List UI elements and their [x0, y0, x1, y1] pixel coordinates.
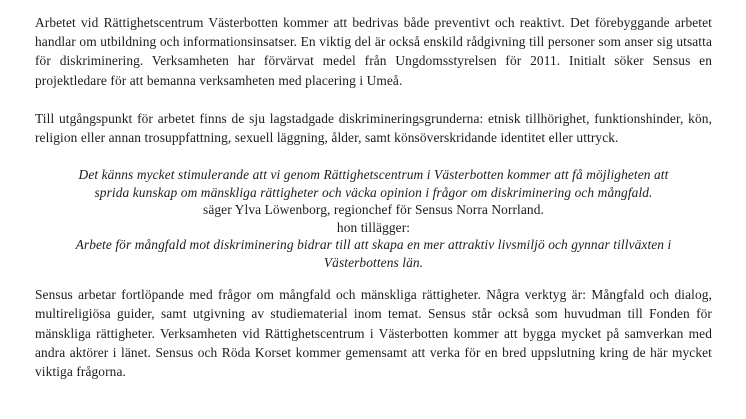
quote-attribution: säger Ylva Löwenborg, regionchef för Sensus Norra Norrland.	[203, 202, 544, 218]
paragraph-discrimination-grounds: Till utgångspunkt för arbetet finns de sju lagstadgade diskrimineringsgrunderna: etnisk tillhörighet, funktionshinder, kön, religion eller annan trosuppfattning, sexuell läggning, ålder, samt könsöverskridande identitet eller uttryck.	[35, 110, 712, 146]
quote-second: Arbete för mångfald mot diskriminering bidrar till att skapa en mer attraktiv livsmiljö och gynnar tillväxten i Västerbottens län.	[75, 237, 672, 270]
paragraph-closing: Sensus arbetar fortlöpande med frågor om mångfald och mänskliga rättigheter. Några verktyg är: Mångfald och dialog, multireligiösa guider, samt utgivning av studiematerial inom temat. Sensus står också som huvudman till Fonden för mänskliga rättigheter. Verksamheten vid Rättighetscentrum i Västerbotten kommer att bygga mycket på samverkan med andra aktörer i länet. Sensus och Röda Korset kommer gemensamt att verka för en bred uppslutning kring de här mycket viktiga frågorna.	[35, 287, 712, 380]
quote-lead-in: hon tillägger:	[336, 219, 411, 235]
quote-block	[35, 166, 712, 271]
paragraph-intro: Arbetet vid Rättighetscentrum Västerbotten kommer att bedrivas både preventivt och reaktivt. Det förebyggande arbetet handlar om utbildning och informationsinsatser. En viktig del är också enskild rådgivning till personer som anser sig utsatta för diskriminering. Verksamheten har förvärvat medel från Ungdomsstyrelsen för 2011. Initialt söker Sensus en projektledare för att bemanna verksamheten med placering i Umeå.	[35, 15, 712, 88]
quote-first: Det känns mycket stimulerande att vi genom Rättighetscentrum i Västerbotten kommer att få möjligheten att sprida kunskap om mänskliga rättigheter och väcka opinion i frågor om diskriminering och mångfald.	[78, 167, 669, 200]
